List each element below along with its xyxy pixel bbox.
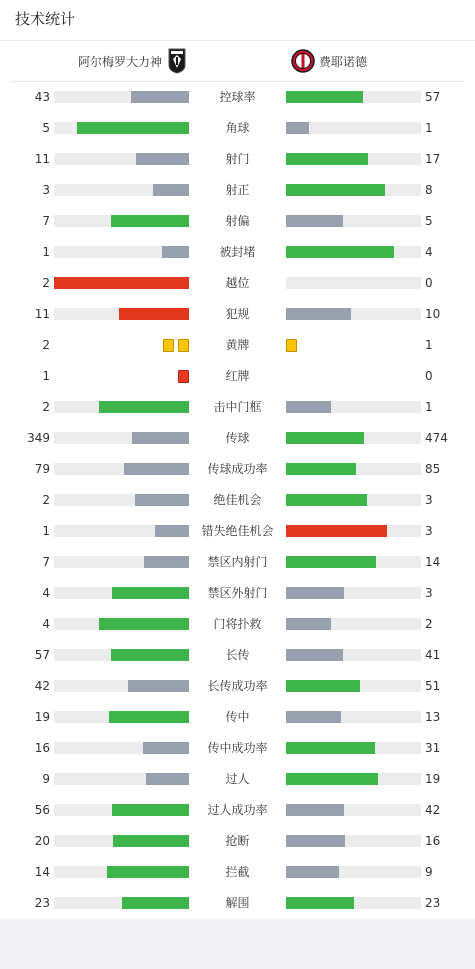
away-bar-fill bbox=[286, 711, 341, 723]
away-value: 31 bbox=[425, 741, 441, 755]
stat-row bbox=[0, 397, 475, 417]
away-bar-fill bbox=[286, 680, 360, 692]
stat-row bbox=[0, 366, 475, 386]
home-bar-track bbox=[54, 618, 189, 630]
away-value: 57 bbox=[425, 90, 441, 104]
away-bar-fill bbox=[286, 804, 344, 816]
stat-row bbox=[0, 304, 475, 324]
home-team[interactable] bbox=[78, 48, 186, 74]
home-bar-track bbox=[54, 153, 189, 165]
home-value: 23 bbox=[34, 896, 50, 910]
away-value: 0 bbox=[425, 276, 433, 290]
stat-row bbox=[0, 242, 475, 262]
stat-row bbox=[0, 521, 475, 541]
away-bar-fill bbox=[286, 308, 351, 320]
stat-label: 传球成功率 bbox=[207, 462, 268, 476]
home-bar-fill bbox=[99, 618, 189, 630]
home-value: 19 bbox=[34, 710, 50, 724]
stat-row bbox=[0, 831, 475, 851]
away-value: 51 bbox=[425, 679, 441, 693]
away-value: 1 bbox=[425, 400, 433, 414]
stat-label: 击中门框 bbox=[213, 400, 262, 414]
away-value: 16 bbox=[425, 834, 441, 848]
home-bar-track bbox=[54, 866, 189, 878]
away-value: 0 bbox=[425, 369, 433, 383]
away-bar-track bbox=[286, 153, 421, 165]
away-bar-fill bbox=[286, 246, 394, 258]
home-value: 16 bbox=[34, 741, 50, 755]
stat-label: 角球 bbox=[225, 121, 250, 135]
stat-label: 过人 bbox=[225, 772, 250, 786]
home-value: 2 bbox=[42, 338, 50, 352]
stat-row bbox=[0, 211, 475, 231]
home-bar-fill bbox=[143, 742, 189, 754]
divider bbox=[0, 40, 475, 41]
away-value: 42 bbox=[425, 803, 441, 817]
away-bar-track bbox=[286, 773, 421, 785]
away-bar-track bbox=[286, 91, 421, 103]
away-value: 1 bbox=[425, 121, 433, 135]
away-bar-fill bbox=[286, 122, 309, 134]
away-value: 3 bbox=[425, 586, 433, 600]
away-value: 13 bbox=[425, 710, 441, 724]
away-bar-fill bbox=[286, 525, 387, 537]
away-bar-track bbox=[286, 308, 421, 320]
home-bar-fill bbox=[112, 587, 189, 599]
away-bar-fill bbox=[286, 91, 363, 103]
home-value: 11 bbox=[34, 307, 50, 321]
home-bar-track bbox=[54, 649, 189, 661]
stat-label: 拦截 bbox=[225, 865, 250, 879]
divider bbox=[10, 81, 465, 82]
away-bar-fill bbox=[286, 649, 343, 661]
home-bar-track bbox=[54, 835, 189, 847]
home-bar-track bbox=[54, 897, 189, 909]
stat-row bbox=[0, 149, 475, 169]
away-bar-fill bbox=[286, 773, 378, 785]
yellow-card-icon bbox=[178, 339, 189, 352]
away-bar-fill bbox=[286, 401, 331, 413]
home-bar-track bbox=[54, 246, 189, 258]
home-bar-fill bbox=[111, 649, 189, 661]
home-bar-track bbox=[54, 308, 189, 320]
home-value: 9 bbox=[42, 772, 50, 786]
away-bar-fill bbox=[286, 494, 367, 506]
away-bar-track bbox=[286, 835, 421, 847]
away-value: 17 bbox=[425, 152, 441, 166]
home-bar-fill bbox=[136, 153, 189, 165]
away-bar-fill bbox=[286, 742, 375, 754]
home-bar-fill bbox=[144, 556, 189, 568]
home-value: 4 bbox=[42, 586, 50, 600]
home-cards bbox=[163, 339, 189, 352]
away-bar-track bbox=[286, 215, 421, 227]
home-bar-fill bbox=[128, 680, 189, 692]
home-value: 1 bbox=[42, 524, 50, 538]
stat-row bbox=[0, 273, 475, 293]
away-bar-track bbox=[286, 246, 421, 258]
home-value: 56 bbox=[34, 803, 50, 817]
stat-row bbox=[0, 676, 475, 696]
away-bar-track bbox=[286, 122, 421, 134]
home-bar-track bbox=[54, 277, 189, 289]
home-value: 14 bbox=[34, 865, 50, 879]
away-team-logo-icon bbox=[291, 49, 315, 73]
away-bar-track bbox=[286, 494, 421, 506]
away-bar-fill bbox=[286, 153, 368, 165]
away-bar-track bbox=[286, 897, 421, 909]
home-value: 1 bbox=[42, 369, 50, 383]
away-bar-fill bbox=[286, 184, 385, 196]
home-bar-track bbox=[54, 432, 189, 444]
stat-label: 传中 bbox=[225, 710, 250, 724]
home-bar-track bbox=[54, 587, 189, 599]
home-bar-fill bbox=[112, 804, 189, 816]
stat-label: 禁区外射门 bbox=[207, 586, 268, 600]
home-value: 2 bbox=[42, 400, 50, 414]
home-bar-track bbox=[54, 804, 189, 816]
stat-row bbox=[0, 118, 475, 138]
away-bar-fill bbox=[286, 432, 364, 444]
home-value: 2 bbox=[42, 493, 50, 507]
home-bar-fill bbox=[146, 773, 189, 785]
stat-row bbox=[0, 800, 475, 820]
away-bar-track bbox=[286, 432, 421, 444]
away-value: 5 bbox=[425, 214, 433, 228]
stat-row bbox=[0, 769, 475, 789]
away-bar-track bbox=[286, 804, 421, 816]
away-bar-fill bbox=[286, 835, 345, 847]
home-value: 4 bbox=[42, 617, 50, 631]
home-bar-fill bbox=[124, 463, 189, 475]
away-bar-track bbox=[286, 742, 421, 754]
away-value: 19 bbox=[425, 772, 441, 786]
away-value: 41 bbox=[425, 648, 441, 662]
home-value: 5 bbox=[42, 121, 50, 135]
stat-label: 射偏 bbox=[225, 214, 250, 228]
home-bar-fill bbox=[77, 122, 189, 134]
home-bar-fill bbox=[119, 308, 189, 320]
away-value: 9 bbox=[425, 865, 433, 879]
home-bar-fill bbox=[122, 897, 190, 909]
home-value: 1 bbox=[42, 245, 50, 259]
home-bar-fill bbox=[54, 277, 189, 289]
away-bar-track bbox=[286, 866, 421, 878]
away-cards bbox=[286, 339, 297, 352]
stat-row bbox=[0, 738, 475, 758]
stat-label: 过人成功率 bbox=[207, 803, 268, 817]
away-value: 14 bbox=[425, 555, 441, 569]
away-bar-fill bbox=[286, 618, 331, 630]
stat-label: 传中成功率 bbox=[207, 741, 268, 755]
away-bar-track bbox=[286, 277, 421, 289]
stat-label: 控球率 bbox=[219, 90, 256, 104]
away-value: 23 bbox=[425, 896, 441, 910]
yellow-card-icon bbox=[286, 339, 297, 352]
home-bar-track bbox=[54, 773, 189, 785]
away-bar-fill bbox=[286, 463, 356, 475]
stat-row bbox=[0, 893, 475, 913]
stat-row bbox=[0, 459, 475, 479]
stat-label: 犯规 bbox=[225, 307, 250, 321]
away-value: 2 bbox=[425, 617, 433, 631]
home-bar-track bbox=[54, 463, 189, 475]
stat-row bbox=[0, 335, 475, 355]
red-card-icon bbox=[178, 370, 189, 383]
away-bar-track bbox=[286, 587, 421, 599]
stat-row bbox=[0, 428, 475, 448]
home-bar-fill bbox=[113, 835, 189, 847]
home-bar-fill bbox=[135, 494, 189, 506]
stat-label: 解围 bbox=[225, 896, 250, 910]
yellow-card-icon bbox=[163, 339, 174, 352]
home-bar-fill bbox=[99, 401, 189, 413]
stat-label: 被封堵 bbox=[219, 245, 256, 259]
home-bar-fill bbox=[111, 215, 189, 227]
away-bar-track bbox=[286, 184, 421, 196]
away-value: 1 bbox=[425, 338, 433, 352]
home-bar-fill bbox=[107, 866, 189, 878]
stat-row bbox=[0, 645, 475, 665]
stat-label: 射门 bbox=[225, 152, 250, 166]
away-team-name: 费耶诺德 bbox=[319, 54, 368, 69]
home-value: 20 bbox=[34, 834, 50, 848]
away-bar-fill bbox=[286, 866, 339, 878]
section-title: 技术统计 bbox=[15, 10, 76, 28]
away-bar-fill bbox=[286, 587, 344, 599]
home-bar-track bbox=[54, 556, 189, 568]
home-cards bbox=[178, 370, 189, 383]
stat-row bbox=[0, 583, 475, 603]
away-value: 3 bbox=[425, 524, 433, 538]
away-bar-track bbox=[286, 649, 421, 661]
home-bar-track bbox=[54, 91, 189, 103]
home-value: 42 bbox=[34, 679, 50, 693]
away-bar-track bbox=[286, 401, 421, 413]
home-bar-fill bbox=[131, 91, 189, 103]
away-bar-fill bbox=[286, 897, 354, 909]
away-value: 8 bbox=[425, 183, 433, 197]
stat-row bbox=[0, 707, 475, 727]
stat-label: 错失绝佳机会 bbox=[201, 524, 274, 538]
stat-row bbox=[0, 180, 475, 200]
home-bar-track bbox=[54, 215, 189, 227]
stat-label: 抢断 bbox=[225, 834, 250, 848]
stat-label: 射正 bbox=[225, 183, 250, 197]
home-bar-track bbox=[54, 184, 189, 196]
home-bar-track bbox=[54, 122, 189, 134]
home-bar-track bbox=[54, 711, 189, 723]
away-value: 4 bbox=[425, 245, 433, 259]
stat-row bbox=[0, 87, 475, 107]
home-bar-track bbox=[54, 401, 189, 413]
stat-label: 长传 bbox=[225, 648, 250, 662]
home-value: 3 bbox=[42, 183, 50, 197]
home-value: 43 bbox=[34, 90, 50, 104]
away-bar-fill bbox=[286, 556, 376, 568]
away-bar-track bbox=[286, 618, 421, 630]
away-value: 474 bbox=[425, 431, 448, 445]
stat-row bbox=[0, 862, 475, 882]
stat-label: 越位 bbox=[225, 276, 250, 290]
home-value: 2 bbox=[42, 276, 50, 290]
home-value: 11 bbox=[34, 152, 50, 166]
away-bar-track bbox=[286, 463, 421, 475]
stat-label: 绝佳机会 bbox=[213, 493, 262, 507]
away-bar-fill bbox=[286, 215, 343, 227]
home-bar-track bbox=[54, 525, 189, 537]
home-team-name: 阿尔梅罗大力神 bbox=[78, 54, 163, 69]
stat-label: 禁区内射门 bbox=[207, 555, 268, 569]
home-value: 349 bbox=[27, 431, 50, 445]
stat-label: 传球 bbox=[225, 431, 250, 445]
home-bar-fill bbox=[132, 432, 189, 444]
stat-row bbox=[0, 552, 475, 572]
home-bar-track bbox=[54, 680, 189, 692]
away-team[interactable] bbox=[291, 48, 367, 74]
home-value: 79 bbox=[34, 462, 50, 476]
stat-row bbox=[0, 490, 475, 510]
stat-row bbox=[0, 614, 475, 634]
home-value: 57 bbox=[34, 648, 50, 662]
stat-label: 门将扑救 bbox=[213, 617, 262, 631]
home-bar-fill bbox=[109, 711, 189, 723]
stat-label: 长传成功率 bbox=[207, 679, 268, 693]
stat-label: 红牌 bbox=[225, 369, 250, 383]
stat-label: 黄牌 bbox=[225, 338, 250, 352]
home-team-logo-icon bbox=[168, 48, 186, 74]
away-bar-track bbox=[286, 525, 421, 537]
away-bar-track bbox=[286, 556, 421, 568]
home-bar-track bbox=[54, 742, 189, 754]
away-value: 3 bbox=[425, 493, 433, 507]
home-bar-fill bbox=[162, 246, 189, 258]
away-bar-track bbox=[286, 680, 421, 692]
away-value: 85 bbox=[425, 462, 441, 476]
away-bar-track bbox=[286, 711, 421, 723]
home-bar-fill bbox=[153, 184, 189, 196]
away-value: 10 bbox=[425, 307, 441, 321]
home-value: 7 bbox=[42, 214, 50, 228]
home-value: 7 bbox=[42, 555, 50, 569]
home-bar-track bbox=[54, 494, 189, 506]
home-bar-fill bbox=[155, 525, 189, 537]
